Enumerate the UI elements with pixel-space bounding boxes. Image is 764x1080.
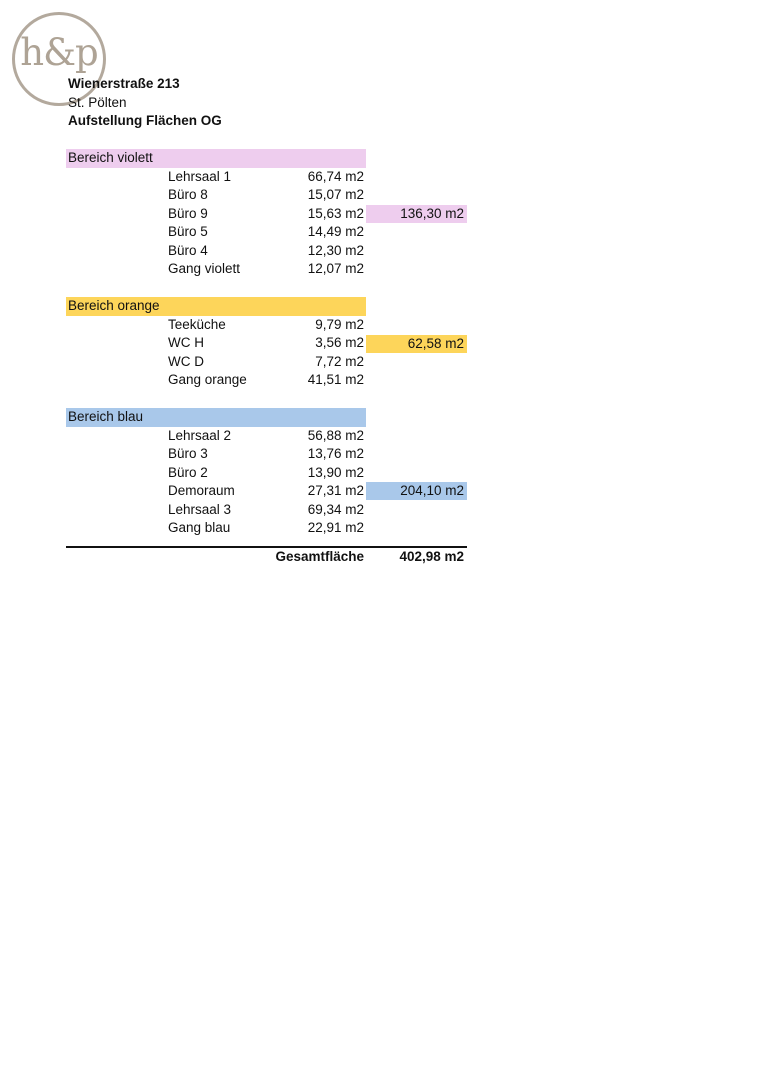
room-area: 7,72 m2 (315, 354, 364, 369)
room-area: 66,74 m2 (307, 169, 364, 184)
section-label: Bereich violett (68, 150, 153, 165)
room-name: Lehrsaal 3 (168, 502, 232, 517)
address-line: Wienerstraße 213 (68, 76, 180, 91)
room-area: 22,91 m2 (307, 520, 364, 535)
room-area: 15,63 m2 (307, 206, 364, 221)
subtotal-violett: 136,30 m2 (366, 205, 467, 223)
room-area: 12,07 m2 (307, 261, 364, 276)
table-row (0, 187, 764, 205)
room-area: 13,76 m2 (307, 446, 364, 461)
room-name: Teeküche (168, 317, 226, 332)
table-row (0, 465, 764, 483)
section-header-blau (66, 408, 366, 427)
room-name: WC H (168, 335, 204, 350)
room-area: 56,88 m2 (307, 428, 364, 443)
table-row (0, 428, 764, 446)
subtotal-orange: 62,58 m2 (366, 335, 467, 353)
city-line: St. Pölten (68, 95, 127, 110)
room-name: Büro 3 (168, 446, 208, 461)
room-name: Gang violett (168, 261, 241, 276)
table-row (0, 502, 764, 520)
table-row (0, 169, 764, 187)
room-area: 69,34 m2 (307, 502, 364, 517)
document-title: Aufstellung Flächen OG (68, 113, 222, 128)
room-name: WC D (168, 354, 204, 369)
total-value: 402,98 m2 (399, 549, 464, 564)
room-area: 13,90 m2 (307, 465, 364, 480)
room-name: Büro 8 (168, 187, 208, 202)
total-divider (66, 546, 467, 548)
table-row (0, 224, 764, 242)
room-name: Lehrsaal 1 (168, 169, 232, 184)
room-area: 14,49 m2 (307, 224, 364, 239)
room-name: Büro 5 (168, 224, 208, 239)
total-label: Gesamtfläche (275, 549, 364, 564)
room-area: 15,07 m2 (307, 187, 364, 202)
room-name: Büro 4 (168, 243, 208, 258)
table-row (0, 261, 764, 279)
table-row (0, 446, 764, 464)
room-name: Büro 2 (168, 465, 208, 480)
section-header-violett (66, 149, 366, 168)
room-name: Gang blau (168, 520, 231, 535)
section-header-orange (66, 297, 366, 316)
table-row (0, 520, 764, 538)
subtotal-blau: 204,10 m2 (366, 482, 467, 500)
room-area: 3,56 m2 (315, 335, 364, 350)
room-area: 41,51 m2 (307, 372, 364, 387)
room-area: 9,79 m2 (315, 317, 364, 332)
section-label: Bereich orange (68, 298, 160, 313)
table-row (0, 317, 764, 335)
room-area: 27,31 m2 (307, 483, 364, 498)
room-name: Lehrsaal 2 (168, 428, 232, 443)
section-label: Bereich blau (68, 409, 144, 424)
room-name: Demoraum (168, 483, 235, 498)
room-area: 12,30 m2 (307, 243, 364, 258)
table-row (0, 354, 764, 372)
logo-text: h&p (20, 31, 98, 74)
room-name: Gang orange (168, 372, 247, 387)
table-row (0, 372, 764, 390)
room-name: Büro 9 (168, 206, 208, 221)
table-row (0, 243, 764, 261)
